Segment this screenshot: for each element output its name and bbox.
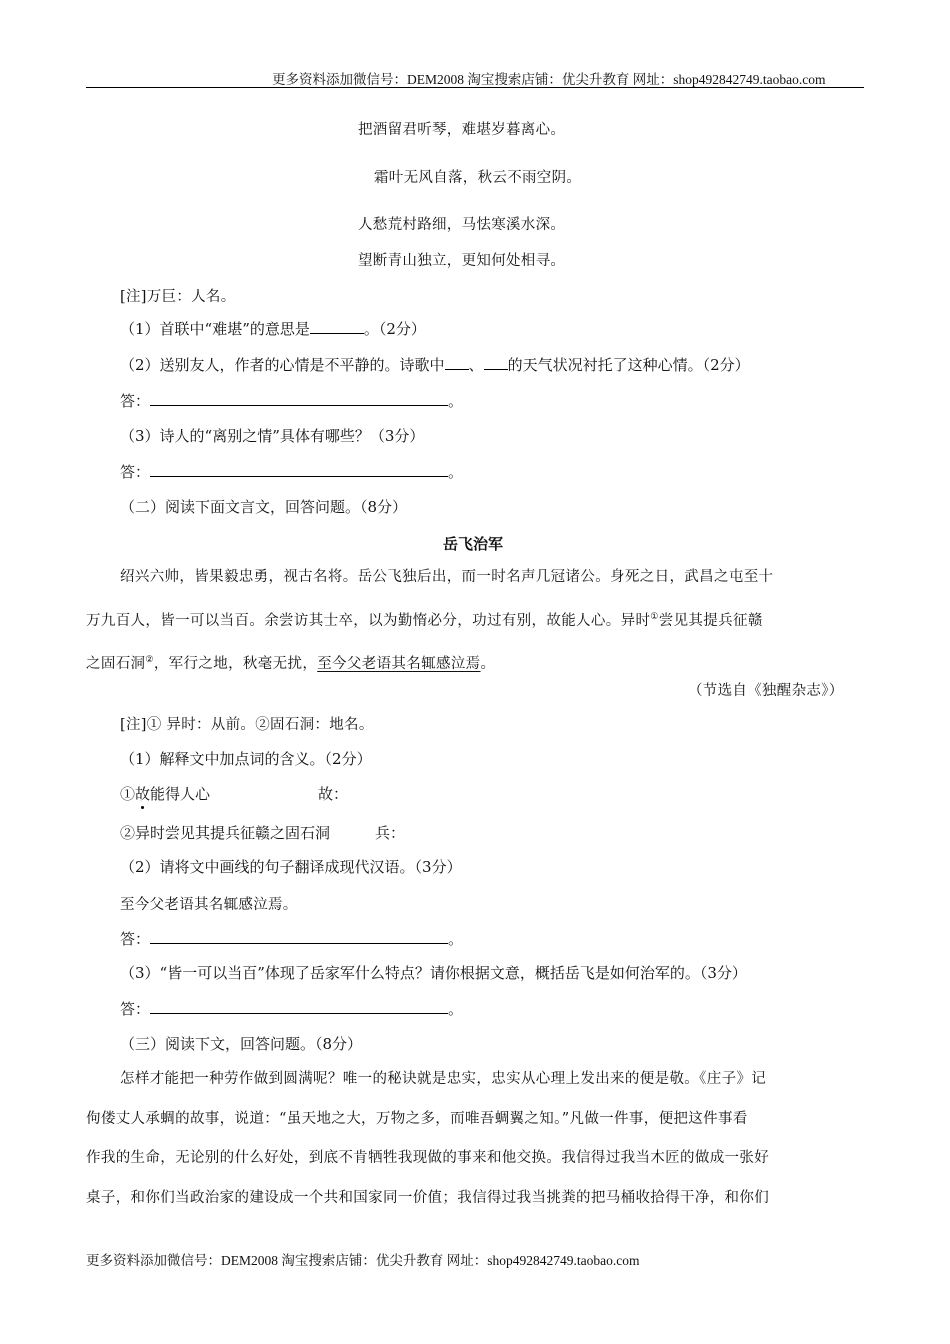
footnote-marker: ① (650, 611, 659, 622)
question-text: 的天气状况衬托了这种心情。（2分） (507, 356, 750, 374)
answer-label: 答： (120, 1000, 151, 1018)
wenyan-question-1: （1）解释文中加点词的含义。（2分） (120, 750, 372, 768)
wenyan-question-2: （2）请将文中画线的句子翻译成现代汉语。（3分） (120, 858, 462, 876)
answer-blank[interactable] (310, 319, 364, 334)
answer-blank[interactable] (150, 391, 448, 406)
essay-line: 作我的生命，无论别的什么好处，到底不肯牺牲我现做的事来和他交换。我信得过我当木匠的做成一张好 (86, 1150, 770, 1166)
underlined-sentence: 至今父老语其名辄感泣焉 (317, 655, 481, 672)
section-heading-3: （三）阅读下文，回答问题。（8分） (120, 1035, 363, 1053)
page-header: 更多资料添加微信号：DEM2008 淘宝搜索店铺：优尖升教育 网址：shop492842749.taobao.com (272, 72, 826, 87)
answer-end: 。 (448, 930, 464, 948)
passage-title: 岳飞治军 (443, 535, 504, 553)
poem-line-1: 把酒留君听琴，难堪岁暮离心。 (358, 122, 566, 138)
answer-line (120, 461, 463, 482)
essay-line: 怎样才能把一种劳作做到圆满呢？唯一的秘诀就是忠实，忠实从心理上发出来的便是敬。《庄子》记 (120, 1071, 767, 1087)
poem-question-1 (120, 318, 426, 339)
answer-blank[interactable] (150, 462, 448, 477)
passage-line: 万九百人，皆一可以当百。余尝访其士卒，以为勤惰必分，功过有别，故能人心。异时①尝见其提兵征赣 (86, 611, 763, 629)
page-footer: 更多资料添加微信号：DEM2008 淘宝搜索店铺：优尖升教育 网址：shop492842749.taobao.com (86, 1253, 640, 1268)
answer-line (120, 998, 463, 1019)
header-divider (86, 87, 864, 88)
answer-end: 。 (448, 392, 464, 410)
passage-line: 绍兴六帅，皆果毅忠勇，视古名将。岳公飞独后出，而一时名声几冠诸公。身死之日，武昌之屯至十 (120, 569, 774, 585)
question-text: （1）首联中“难堪”的意思是 (120, 320, 310, 338)
question-text: （2）送别友人，作者的心情是不平静的。诗歌中 (120, 356, 445, 374)
passage-line: 之固石洞②，军行之地，秋毫无扰，至今父老语其名辄感泣焉。 (86, 654, 496, 672)
poem-note: [注]万巨：人名。 (120, 289, 236, 305)
poem-line-4: 望断青山独立，更知何处相寻。 (358, 253, 566, 269)
wenyan-item-1: ①故能得人心 (120, 785, 211, 803)
essay-text (86, 1060, 864, 1218)
answer-label: 答： (120, 392, 151, 410)
wenyan-item-2: ②异时尝见其提兵征赣之固石洞 (120, 824, 331, 842)
answer-label: 答： (120, 463, 151, 481)
wenyan-item-2-label: 兵： (375, 824, 406, 842)
answer-blank[interactable] (150, 999, 448, 1014)
essay-line: 桌子，和你们当政治家的建设成一个共和国家同一价值；我信得过我当挑粪的把马桶收拾得干净，和你们 (86, 1189, 770, 1206)
poem-question-2 (120, 354, 750, 375)
answer-label: 答： (120, 930, 151, 948)
answer-blank[interactable] (150, 929, 448, 944)
answer-line (120, 390, 463, 411)
answer-blank[interactable] (484, 355, 508, 370)
translation-sentence: 至今父老语其名辄感泣焉。 (120, 897, 298, 913)
footnote-marker: ② (145, 654, 154, 665)
section-heading-2: （二）阅读下面文言文，回答问题。（8分） (120, 498, 408, 516)
passage-source: （节选自《独醒杂志》） (688, 683, 844, 699)
question-score: 。（2分） (363, 320, 426, 338)
passage-note: [注]① 异时：从前。②固石洞：地名。 (120, 717, 374, 733)
answer-end: 。 (448, 463, 464, 481)
wenyan-item-1-label: 故： (318, 785, 349, 803)
poem-question-3: （3）诗人的“离别之情”具体有哪些？（3分） (120, 427, 425, 445)
passage-text (86, 558, 864, 684)
dotted-word: 故 (135, 785, 151, 803)
answer-end: 。 (448, 1000, 464, 1018)
poem-line-2: 霜叶无风自落，秋云不雨空阴。 (374, 170, 582, 186)
poem-line-3: 人愁荒村路细，马怯寒溪水深。 (358, 217, 566, 233)
answer-line (120, 928, 463, 949)
separator: 、 (468, 356, 484, 374)
wenyan-question-3: （3）“皆一可以当百”体现了岳家军什么特点？请你根据文意，概括岳飞是如何治军的。（3分） (120, 964, 747, 982)
answer-blank[interactable] (445, 355, 469, 370)
essay-line: 佝偻丈人承蜩的故事，说道：“虽天地之大，万物之多，而唯吾蜩翼之知。”凡做一件事，便把这件事看 (86, 1110, 748, 1127)
